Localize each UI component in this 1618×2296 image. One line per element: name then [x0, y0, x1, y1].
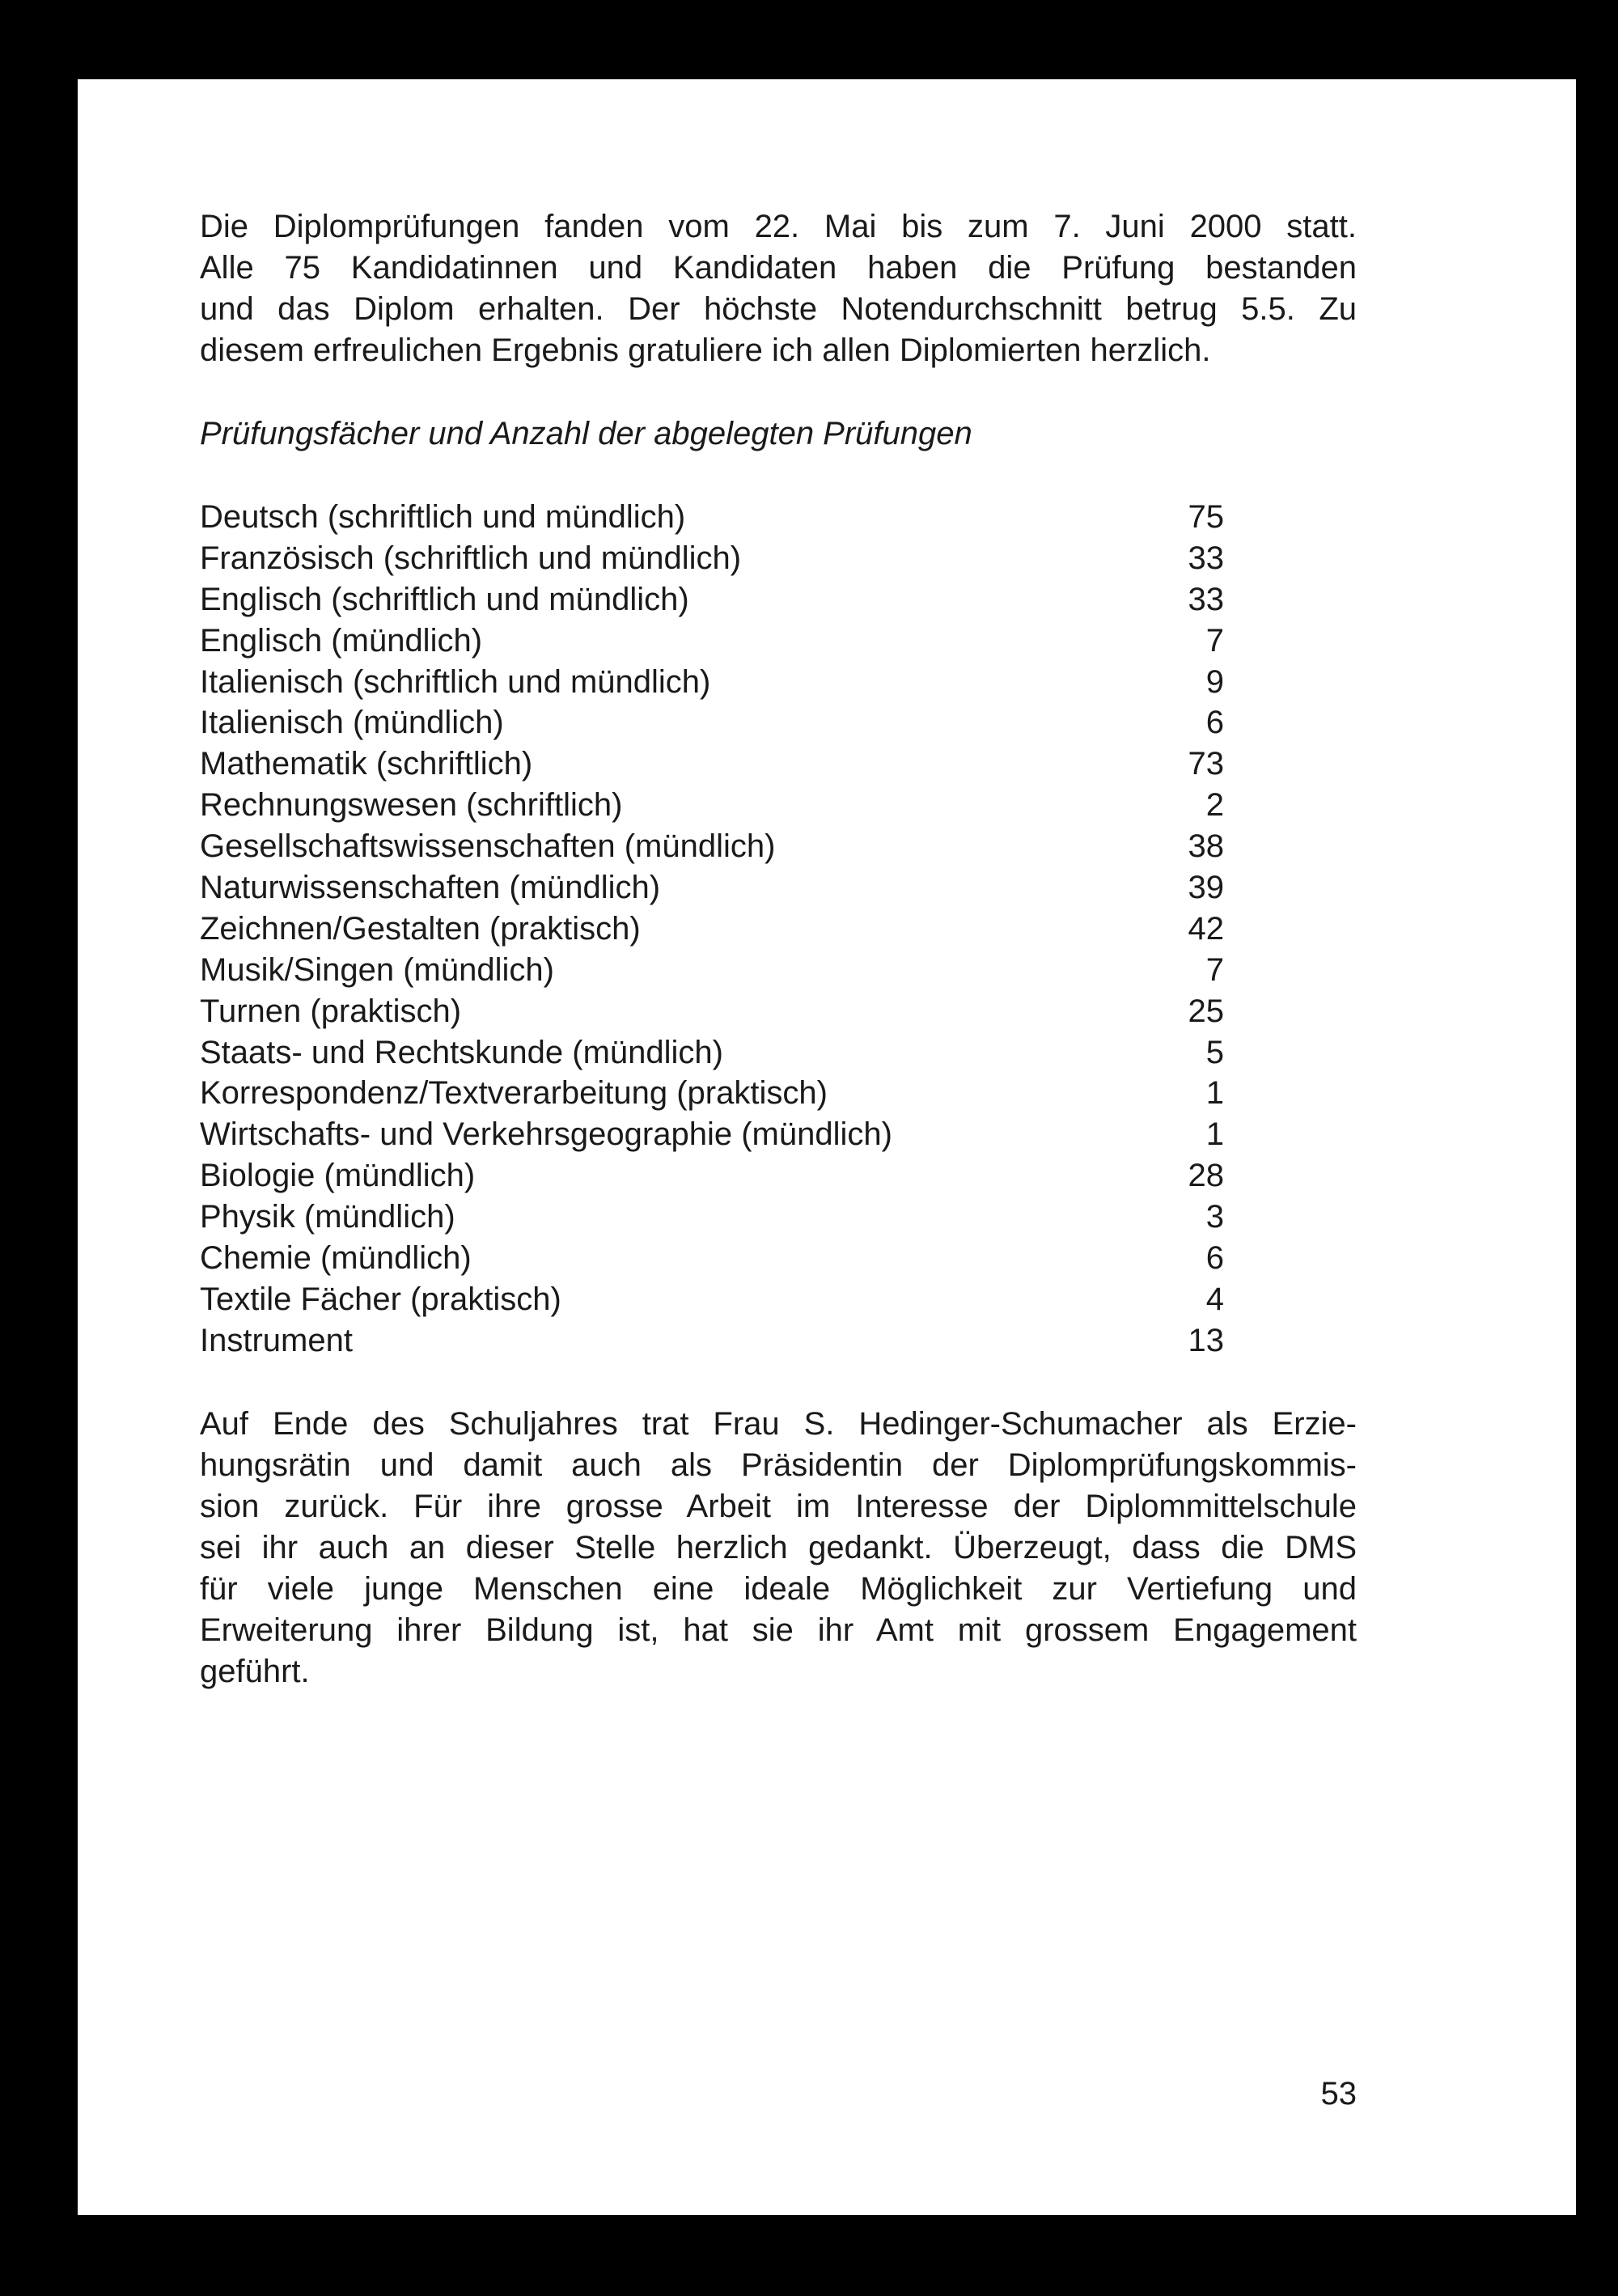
subject-name: Französisch (schriftlich und mündlich)	[200, 540, 742, 576]
subject-name: Naturwissenschaften (mündlich)	[200, 870, 661, 906]
subject-table	[200, 497, 1224, 1362]
table-row	[200, 1155, 1224, 1197]
exam-count: 25	[1188, 993, 1224, 1029]
table-row	[200, 743, 1224, 785]
table-row	[200, 1279, 1224, 1320]
intro-line: Die Diplomprüfungen fanden vom 22. Mai bis zum 7. Juni 2000 statt.	[200, 209, 1357, 244]
exam-count: 13	[1188, 1322, 1224, 1358]
subject-name: Staats- und Rechtskunde (mündlich)	[200, 1034, 723, 1070]
subject-name: Italienisch (mündlich)	[200, 705, 504, 741]
subject-name: Physik (mündlich)	[200, 1199, 455, 1235]
subject-name: Chemie (mündlich)	[200, 1240, 472, 1277]
intro-line: Alle 75 Kandidatinnen und Kandidaten haben die Prüfung bestanden	[200, 250, 1357, 286]
exam-count: 73	[1188, 746, 1224, 782]
table-row	[200, 867, 1224, 909]
subject-name: Korrespondenz/Textverarbeitung (praktisch)	[200, 1075, 828, 1112]
table-row	[200, 1238, 1224, 1279]
table-row	[200, 785, 1224, 826]
exam-count: 4	[1205, 1281, 1224, 1317]
table-row	[200, 991, 1224, 1032]
subject-name: Zeichnen/Gestalten (praktisch)	[200, 910, 641, 947]
subject-name: Instrument	[200, 1322, 353, 1358]
subject-name: Musik/Singen (mündlich)	[200, 951, 554, 988]
outro-line: Auf Ende des Schuljahres trat Frau S. Hedinger-Schumacher als Erzie-	[200, 1406, 1357, 1442]
subject-name: Biologie (mündlich)	[200, 1158, 476, 1194]
table-row	[200, 826, 1224, 867]
exam-count: 1	[1205, 1075, 1224, 1112]
intro-line: und das Diplom erhalten. Der höchste Notendurchschnitt betrug 5.5. Zu	[200, 291, 1357, 327]
table-row	[200, 1114, 1224, 1155]
outro-paragraph	[200, 1404, 1357, 1692]
outro-line: geführt.	[200, 1654, 310, 1689]
exam-count: 3	[1205, 1199, 1224, 1235]
table-row	[200, 662, 1224, 703]
table-row	[200, 950, 1224, 991]
subject-name: Textile Fächer (praktisch)	[200, 1281, 561, 1317]
exam-count: 7	[1205, 951, 1224, 988]
exam-count: 1	[1205, 1116, 1224, 1153]
subject-name: Deutsch (schriftlich und mündlich)	[200, 499, 686, 535]
exam-count: 5	[1205, 1034, 1224, 1070]
exam-count: 38	[1188, 828, 1224, 865]
table-row	[200, 497, 1224, 538]
subject-name: Italienisch (schriftlich und mündlich)	[200, 663, 711, 700]
document-page	[78, 79, 1576, 2215]
subject-name: Gesellschaftswissenschaften (mündlich)	[200, 828, 776, 865]
exam-count: 75	[1188, 499, 1224, 535]
exam-count: 39	[1188, 870, 1224, 906]
exam-count: 7	[1205, 622, 1224, 659]
table-row	[200, 909, 1224, 950]
table-row	[200, 1320, 1224, 1362]
exam-count: 2	[1205, 787, 1224, 824]
table-row	[200, 621, 1224, 662]
table-row	[200, 538, 1224, 579]
exam-count: 6	[1205, 705, 1224, 741]
exam-count: 42	[1188, 910, 1224, 947]
outro-line: Erweiterung ihrer Bildung ist, hat sie ihr Amt mit grossem Engagement	[200, 1612, 1357, 1648]
outro-line: hungsrätin und damit auch als Präsidentin der Diplomprüfungskommis-	[200, 1447, 1357, 1483]
outro-line: sei ihr auch an dieser Stelle herzlich gedankt. Überzeugt, dass die DMS	[200, 1530, 1357, 1565]
exam-count: 33	[1188, 581, 1224, 617]
page-number: 53	[1320, 2076, 1357, 2112]
table-row	[200, 579, 1224, 621]
subject-name: Turnen (praktisch)	[200, 993, 462, 1029]
table-row	[200, 1032, 1224, 1074]
subject-name: Mathematik (schriftlich)	[200, 746, 533, 782]
section-heading: Prüfungsfächer und Anzahl der abgelegten Prüfungen	[200, 416, 972, 451]
subject-name: Wirtschafts- und Verkehrsgeographie (mündlich)	[200, 1116, 892, 1153]
subject-name: Rechnungswesen (schriftlich)	[200, 787, 623, 824]
subject-name: Englisch (mündlich)	[200, 622, 483, 659]
subject-name: Englisch (schriftlich und mündlich)	[200, 581, 689, 617]
outro-line: für viele junge Menschen eine ideale Möglichkeit zur Vertiefung und	[200, 1571, 1357, 1607]
exam-count: 33	[1188, 540, 1224, 576]
table-row	[200, 702, 1224, 743]
table-row	[200, 1197, 1224, 1238]
intro-paragraph	[200, 206, 1357, 371]
outro-line: sion zurück. Für ihre grosse Arbeit im Interesse der Diplommittelschule	[200, 1489, 1357, 1524]
exam-count: 28	[1188, 1158, 1224, 1194]
exam-count: 9	[1205, 663, 1224, 700]
intro-line: diesem erfreulichen Ergebnis gratuliere ich allen Diplomierten herzlich.	[200, 333, 1211, 368]
table-row	[200, 1073, 1224, 1114]
exam-count: 6	[1205, 1240, 1224, 1277]
